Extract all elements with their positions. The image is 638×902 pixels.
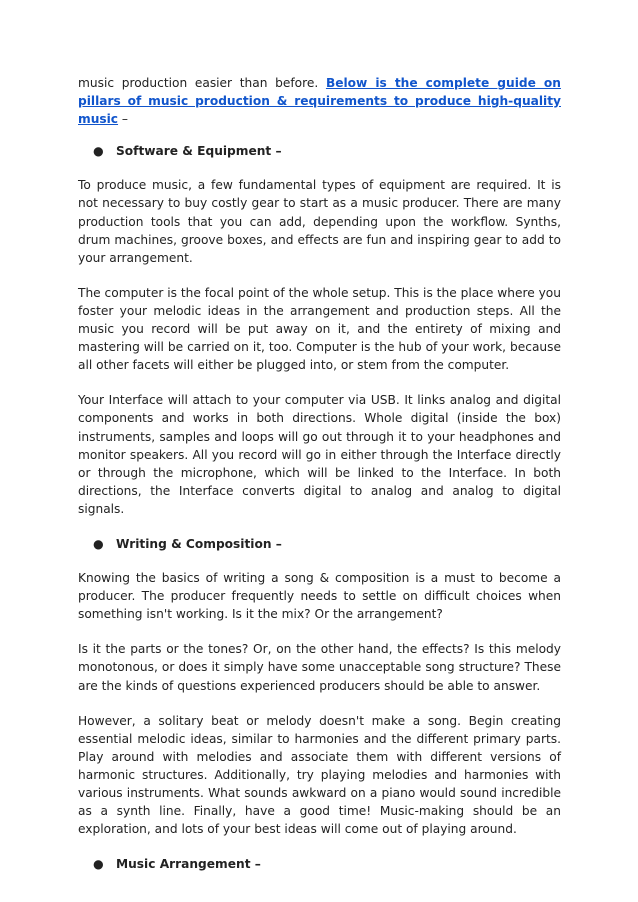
intro-paragraph — [78, 74, 561, 128]
bullet-software-equipment — [78, 142, 561, 160]
section-heading-arrangement: Music Arrangement – — [116, 857, 261, 872]
paragraph-computer: The computer is the focal point of the whole setup. This is the place where you foster your melodic ideas in the arrangement and production steps. All the music you record will be put away on it, and the entirety of mixing and mastering will be carried on it, too. Computer is the hub of your work, because all other facets will either be plugged into, or stem from the computer. — [78, 285, 561, 373]
paragraph-melodic-ideas: However, a solitary beat or melody doesn't make a song. Begin creating essential melodic ideas, similar to harmonies and the different primary parts. Play around with melodies and associate them with different versions of harmonic structures. Additionally, try playing melodies and harmonies with various instruments. What sounds awkward on a piano would sound incredible as a synth line. Finally, have a good time! Music-making should be an exploration, and lots of your best ideas will come out of playing around. — [78, 713, 561, 837]
intro-text: music production easier than before. — [78, 76, 326, 90]
bullet-music-arrangement — [78, 855, 561, 873]
guide-link[interactable]: Below is the complete guide on pillars of music production & requirements to produce high-quality music — [78, 76, 561, 127]
intro-dash: – — [118, 112, 129, 127]
section-heading-software: Software & Equipment – — [116, 144, 282, 159]
bullet-icon: ● — [93, 536, 104, 551]
paragraph-interface: Your Interface will attach to your computer via USB. It links analog and digital components and works in both directions. Whole digital (inside the box) instruments, samples and loops will go out through it to your headphones and monitor speakers. All you record will go in either through the Interface directly or through the microphone, which will be linked to the Interface. In both directions, the Interface converts digital to analog and analog to digital signals. — [78, 393, 561, 516]
paragraph-equipment: To produce music, a few fundamental types of equipment are required. It is not necessary to buy costly gear to start as a music producer. There are many production tools that you can add, depending upon the workflow. Synths, drum machines, groove boxes, and effects are fun and inspiring gear to add to your arrangement. — [78, 178, 561, 265]
bullet-icon: ● — [93, 857, 104, 872]
document-page — [78, 74, 561, 889]
section-heading-writing: Writing & Composition – — [116, 536, 282, 551]
bullet-writing-composition — [78, 535, 561, 553]
bullet-icon: ● — [93, 144, 104, 159]
paragraph-songwriting-basics: Knowing the basics of writing a song & composition is a must to become a producer. The producer frequently needs to settle on difficult choices when something isn't working. Is it the mix? Or the arrangement? — [78, 571, 561, 622]
paragraph-questions: Is it the parts or the tones? Or, on the other hand, the effects? Is this melody monotonous, or does it simply have some unacceptable song structure? These are the kinds of questions experienced producers should be able to answer. — [78, 642, 561, 693]
